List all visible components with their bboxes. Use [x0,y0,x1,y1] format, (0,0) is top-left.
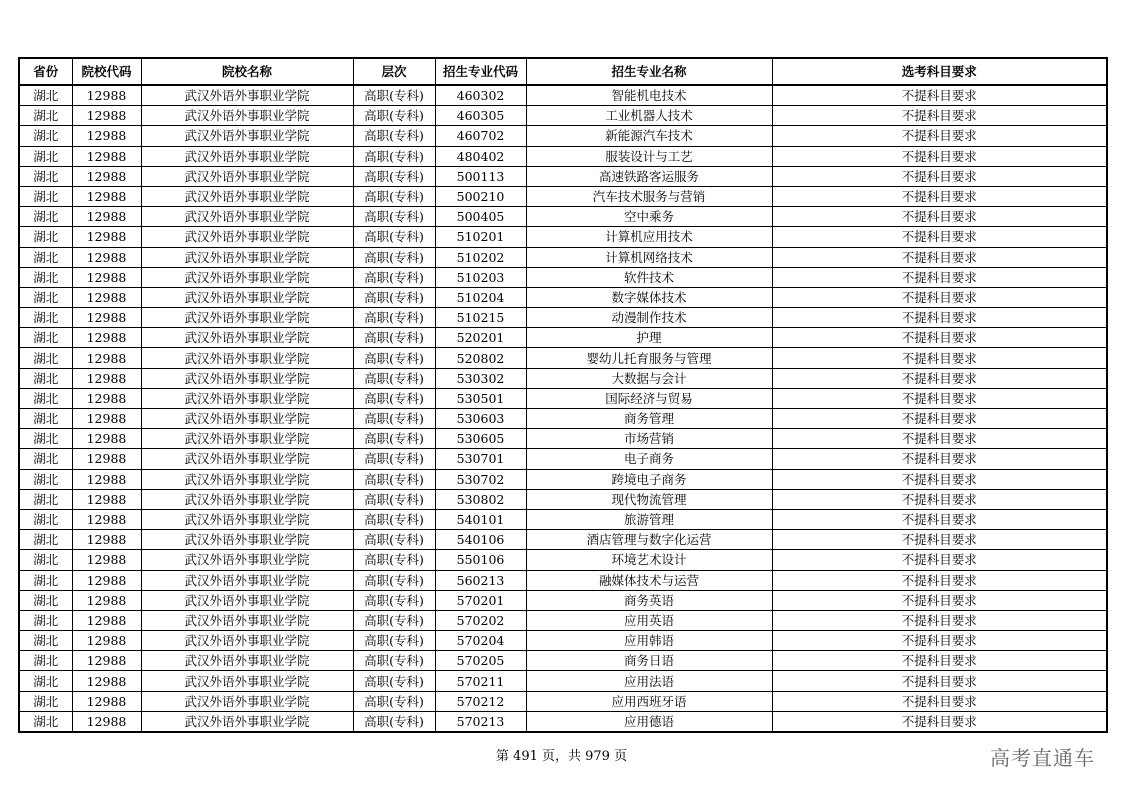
cell-major-code: 560213 [435,570,526,590]
cell-level: 高职(专科) [353,711,435,732]
cell-school-name: 武汉外语外事职业学院 [141,509,353,529]
cell-subject-requirement: 不提科目要求 [772,106,1107,126]
cell-major-name: 新能源汽车技术 [526,126,772,146]
header-school-name: 院校名称 [141,58,353,85]
cell-province: 湖北 [19,711,72,732]
cell-province: 湖北 [19,126,72,146]
cell-major-name: 服装设计与工艺 [526,146,772,166]
cell-major-code: 530702 [435,469,526,489]
cell-subject-requirement: 不提科目要求 [772,287,1107,307]
cell-school-code: 12988 [72,691,141,711]
cell-major-name: 商务日语 [526,651,772,671]
cell-subject-requirement: 不提科目要求 [772,186,1107,206]
table-row [19,106,1107,126]
watermark-text: 高考直通车 [990,746,1095,770]
cell-level: 高职(专科) [353,610,435,630]
cell-school-name: 武汉外语外事职业学院 [141,85,353,106]
cell-major-code: 460302 [435,85,526,106]
cell-subject-requirement: 不提科目要求 [772,227,1107,247]
cell-major-name: 跨境电子商务 [526,469,772,489]
cell-subject-requirement: 不提科目要求 [772,308,1107,328]
cell-school-name: 武汉外语外事职业学院 [141,106,353,126]
cell-school-code: 12988 [72,509,141,529]
cell-school-name: 武汉外语外事职业学院 [141,429,353,449]
cell-major-name: 软件技术 [526,267,772,287]
cell-major-name: 商务英语 [526,590,772,610]
cell-school-name: 武汉外语外事职业学院 [141,328,353,348]
cell-province: 湖北 [19,691,72,711]
table-row [19,469,1107,489]
table-row [19,287,1107,307]
cell-major-name: 旅游管理 [526,509,772,529]
table-row [19,328,1107,348]
cell-school-name: 武汉外语外事职业学院 [141,570,353,590]
cell-subject-requirement: 不提科目要求 [772,328,1107,348]
cell-level: 高职(专科) [353,227,435,247]
cell-level: 高职(专科) [353,247,435,267]
table-row [19,247,1107,267]
cell-province: 湖北 [19,308,72,328]
table-body [19,85,1107,732]
cell-major-code: 530501 [435,388,526,408]
cell-school-code: 12988 [72,671,141,691]
cell-major-name: 国际经济与贸易 [526,388,772,408]
cell-school-name: 武汉外语外事职业学院 [141,550,353,570]
cell-school-name: 武汉外语外事职业学院 [141,186,353,206]
cell-province: 湖北 [19,671,72,691]
cell-level: 高职(专科) [353,449,435,469]
cell-level: 高职(专科) [353,207,435,227]
cell-school-code: 12988 [72,429,141,449]
cell-subject-requirement: 不提科目要求 [772,691,1107,711]
cell-subject-requirement: 不提科目要求 [772,348,1107,368]
table-row [19,227,1107,247]
cell-level: 高职(专科) [353,409,435,429]
cell-school-code: 12988 [72,550,141,570]
cell-major-name: 商务管理 [526,409,772,429]
cell-major-code: 510202 [435,247,526,267]
cell-subject-requirement: 不提科目要求 [772,166,1107,186]
cell-level: 高职(专科) [353,267,435,287]
header-subject-requirement: 选考科目要求 [772,58,1107,85]
cell-school-name: 武汉外语外事职业学院 [141,146,353,166]
cell-school-name: 武汉外语外事职业学院 [141,126,353,146]
cell-major-code: 480402 [435,146,526,166]
cell-school-name: 武汉外语外事职业学院 [141,227,353,247]
cell-province: 湖北 [19,85,72,106]
cell-level: 高职(专科) [353,328,435,348]
cell-level: 高职(专科) [353,671,435,691]
cell-major-code: 570212 [435,691,526,711]
cell-school-name: 武汉外语外事职业学院 [141,590,353,610]
cell-school-name: 武汉外语外事职业学院 [141,409,353,429]
cell-level: 高职(专科) [353,631,435,651]
table-row [19,631,1107,651]
cell-major-code: 530302 [435,368,526,388]
cell-level: 高职(专科) [353,388,435,408]
cell-subject-requirement: 不提科目要求 [772,207,1107,227]
cell-major-code: 570202 [435,610,526,630]
cell-subject-requirement: 不提科目要求 [772,247,1107,267]
cell-major-code: 570213 [435,711,526,732]
cell-major-code: 510215 [435,308,526,328]
cell-level: 高职(专科) [353,166,435,186]
table-row [19,570,1107,590]
cell-province: 湖北 [19,449,72,469]
cell-subject-requirement: 不提科目要求 [772,85,1107,106]
cell-major-name: 应用西班牙语 [526,691,772,711]
cell-major-code: 570201 [435,590,526,610]
admissions-table [18,57,1108,733]
cell-major-name: 动漫制作技术 [526,308,772,328]
cell-subject-requirement: 不提科目要求 [772,469,1107,489]
cell-province: 湖北 [19,287,72,307]
cell-major-code: 550106 [435,550,526,570]
cell-subject-requirement: 不提科目要求 [772,126,1107,146]
cell-school-name: 武汉外语外事职业学院 [141,651,353,671]
table-row [19,550,1107,570]
table-row [19,711,1107,732]
cell-major-name: 应用法语 [526,671,772,691]
cell-major-code: 540106 [435,530,526,550]
cell-level: 高职(专科) [353,570,435,590]
header-major-name: 招生专业名称 [526,58,772,85]
table-row [19,348,1107,368]
cell-major-code: 570204 [435,631,526,651]
cell-school-name: 武汉外语外事职业学院 [141,267,353,287]
table-row [19,651,1107,671]
cell-major-name: 现代物流管理 [526,489,772,509]
cell-school-name: 武汉外语外事职业学院 [141,207,353,227]
cell-major-name: 融媒体技术与运营 [526,570,772,590]
cell-subject-requirement: 不提科目要求 [772,711,1107,732]
cell-subject-requirement: 不提科目要求 [772,368,1107,388]
cell-school-code: 12988 [72,388,141,408]
cell-subject-requirement: 不提科目要求 [772,570,1107,590]
cell-province: 湖北 [19,267,72,287]
table-row [19,530,1107,550]
table-row [19,671,1107,691]
cell-major-name: 婴幼儿托育服务与管理 [526,348,772,368]
cell-major-code: 510204 [435,287,526,307]
cell-subject-requirement: 不提科目要求 [772,509,1107,529]
cell-province: 湖北 [19,509,72,529]
cell-major-name: 高速铁路客运服务 [526,166,772,186]
cell-school-code: 12988 [72,651,141,671]
cell-school-name: 武汉外语外事职业学院 [141,388,353,408]
cell-level: 高职(专科) [353,85,435,106]
cell-subject-requirement: 不提科目要求 [772,388,1107,408]
cell-major-name: 智能机电技术 [526,85,772,106]
cell-province: 湖北 [19,429,72,449]
cell-level: 高职(专科) [353,530,435,550]
cell-province: 湖北 [19,489,72,509]
cell-school-name: 武汉外语外事职业学院 [141,449,353,469]
cell-major-code: 530701 [435,449,526,469]
table-row [19,409,1107,429]
table-row [19,85,1107,106]
cell-subject-requirement: 不提科目要求 [772,146,1107,166]
table-row [19,207,1107,227]
cell-major-name: 应用韩语 [526,631,772,651]
cell-province: 湖北 [19,186,72,206]
cell-subject-requirement: 不提科目要求 [772,590,1107,610]
cell-province: 湖北 [19,146,72,166]
cell-major-code: 520201 [435,328,526,348]
cell-level: 高职(专科) [353,590,435,610]
cell-major-name: 环境艺术设计 [526,550,772,570]
cell-major-name: 应用德语 [526,711,772,732]
cell-major-code: 500113 [435,166,526,186]
cell-major-code: 570205 [435,651,526,671]
cell-subject-requirement: 不提科目要求 [772,530,1107,550]
cell-school-name: 武汉外语外事职业学院 [141,308,353,328]
cell-level: 高职(专科) [353,287,435,307]
cell-school-name: 武汉外语外事职业学院 [141,368,353,388]
cell-major-name: 护理 [526,328,772,348]
cell-level: 高职(专科) [353,469,435,489]
cell-province: 湖北 [19,631,72,651]
table-row [19,429,1107,449]
cell-school-code: 12988 [72,267,141,287]
cell-major-code: 500405 [435,207,526,227]
cell-major-name: 计算机应用技术 [526,227,772,247]
cell-level: 高职(专科) [353,429,435,449]
cell-major-code: 500210 [435,186,526,206]
cell-school-name: 武汉外语外事职业学院 [141,247,353,267]
cell-school-name: 武汉外语外事职业学院 [141,348,353,368]
cell-school-code: 12988 [72,308,141,328]
cell-school-name: 武汉外语外事职业学院 [141,166,353,186]
cell-major-code: 530802 [435,489,526,509]
cell-school-code: 12988 [72,287,141,307]
cell-major-name: 汽车技术服务与营销 [526,186,772,206]
cell-province: 湖北 [19,409,72,429]
cell-school-code: 12988 [72,590,141,610]
cell-level: 高职(专科) [353,106,435,126]
cell-school-code: 12988 [72,711,141,732]
cell-province: 湖北 [19,651,72,671]
cell-level: 高职(专科) [353,126,435,146]
cell-level: 高职(专科) [353,509,435,529]
cell-major-name: 工业机器人技术 [526,106,772,126]
table-header-row [19,58,1107,85]
cell-level: 高职(专科) [353,186,435,206]
cell-major-name: 空中乘务 [526,207,772,227]
cell-school-code: 12988 [72,489,141,509]
table-row [19,509,1107,529]
cell-school-code: 12988 [72,126,141,146]
cell-major-name: 计算机网络技术 [526,247,772,267]
cell-school-code: 12988 [72,469,141,489]
cell-province: 湖北 [19,348,72,368]
table-row [19,126,1107,146]
cell-school-name: 武汉外语外事职业学院 [141,610,353,630]
cell-province: 湖北 [19,388,72,408]
cell-level: 高职(专科) [353,651,435,671]
cell-school-code: 12988 [72,530,141,550]
cell-school-code: 12988 [72,348,141,368]
cell-school-code: 12988 [72,166,141,186]
cell-school-code: 12988 [72,227,141,247]
cell-level: 高职(专科) [353,550,435,570]
cell-school-name: 武汉外语外事职业学院 [141,287,353,307]
cell-province: 湖北 [19,570,72,590]
table-row [19,590,1107,610]
header-province: 省份 [19,58,72,85]
cell-level: 高职(专科) [353,308,435,328]
cell-subject-requirement: 不提科目要求 [772,267,1107,287]
table-row [19,146,1107,166]
cell-major-code: 540101 [435,509,526,529]
cell-subject-requirement: 不提科目要求 [772,651,1107,671]
page-number: 第 491 页，共 979 页 [495,749,628,764]
cell-school-code: 12988 [72,328,141,348]
cell-school-name: 武汉外语外事职业学院 [141,691,353,711]
cell-major-code: 510201 [435,227,526,247]
cell-school-name: 武汉外语外事职业学院 [141,489,353,509]
cell-school-name: 武汉外语外事职业学院 [141,631,353,651]
header-school-code: 院校代码 [72,58,141,85]
cell-subject-requirement: 不提科目要求 [772,610,1107,630]
cell-level: 高职(专科) [353,348,435,368]
table-row [19,449,1107,469]
cell-province: 湖北 [19,368,72,388]
cell-school-code: 12988 [72,610,141,630]
table-row [19,186,1107,206]
cell-school-code: 12988 [72,146,141,166]
cell-major-code: 510203 [435,267,526,287]
cell-province: 湖北 [19,328,72,348]
cell-major-name: 电子商务 [526,449,772,469]
cell-subject-requirement: 不提科目要求 [772,631,1107,651]
cell-major-name: 大数据与会计 [526,368,772,388]
cell-level: 高职(专科) [353,691,435,711]
cell-province: 湖北 [19,590,72,610]
table-row [19,308,1107,328]
cell-major-code: 570211 [435,671,526,691]
table-row [19,388,1107,408]
cell-level: 高职(专科) [353,368,435,388]
header-level: 层次 [353,58,435,85]
cell-major-code: 520802 [435,348,526,368]
cell-subject-requirement: 不提科目要求 [772,429,1107,449]
cell-subject-requirement: 不提科目要求 [772,409,1107,429]
cell-school-name: 武汉外语外事职业学院 [141,671,353,691]
cell-school-code: 12988 [72,368,141,388]
cell-school-name: 武汉外语外事职业学院 [141,711,353,732]
cell-school-code: 12988 [72,570,141,590]
cell-school-code: 12988 [72,247,141,267]
cell-school-code: 12988 [72,85,141,106]
cell-school-code: 12988 [72,186,141,206]
cell-school-name: 武汉外语外事职业学院 [141,469,353,489]
cell-province: 湖北 [19,227,72,247]
cell-level: 高职(专科) [353,146,435,166]
table-row [19,691,1107,711]
cell-major-code: 460702 [435,126,526,146]
cell-province: 湖北 [19,166,72,186]
table-row [19,610,1107,630]
cell-major-name: 应用英语 [526,610,772,630]
cell-subject-requirement: 不提科目要求 [772,489,1107,509]
cell-school-code: 12988 [72,106,141,126]
cell-subject-requirement: 不提科目要求 [772,449,1107,469]
table-row [19,267,1107,287]
cell-major-code: 530605 [435,429,526,449]
cell-province: 湖北 [19,530,72,550]
cell-major-code: 530603 [435,409,526,429]
cell-province: 湖北 [19,610,72,630]
cell-school-code: 12988 [72,449,141,469]
table-row [19,166,1107,186]
cell-province: 湖北 [19,469,72,489]
cell-province: 湖北 [19,247,72,267]
cell-major-name: 数字媒体技术 [526,287,772,307]
cell-major-code: 460305 [435,106,526,126]
cell-school-code: 12988 [72,409,141,429]
cell-school-code: 12988 [72,207,141,227]
table-row [19,489,1107,509]
table-row [19,368,1107,388]
cell-school-code: 12988 [72,631,141,651]
header-major-code: 招生专业代码 [435,58,526,85]
cell-province: 湖北 [19,550,72,570]
cell-major-name: 酒店管理与数字化运营 [526,530,772,550]
cell-province: 湖北 [19,106,72,126]
cell-school-name: 武汉外语外事职业学院 [141,530,353,550]
cell-subject-requirement: 不提科目要求 [772,550,1107,570]
cell-province: 湖北 [19,207,72,227]
cell-subject-requirement: 不提科目要求 [772,671,1107,691]
cell-level: 高职(专科) [353,489,435,509]
cell-major-name: 市场营销 [526,429,772,449]
